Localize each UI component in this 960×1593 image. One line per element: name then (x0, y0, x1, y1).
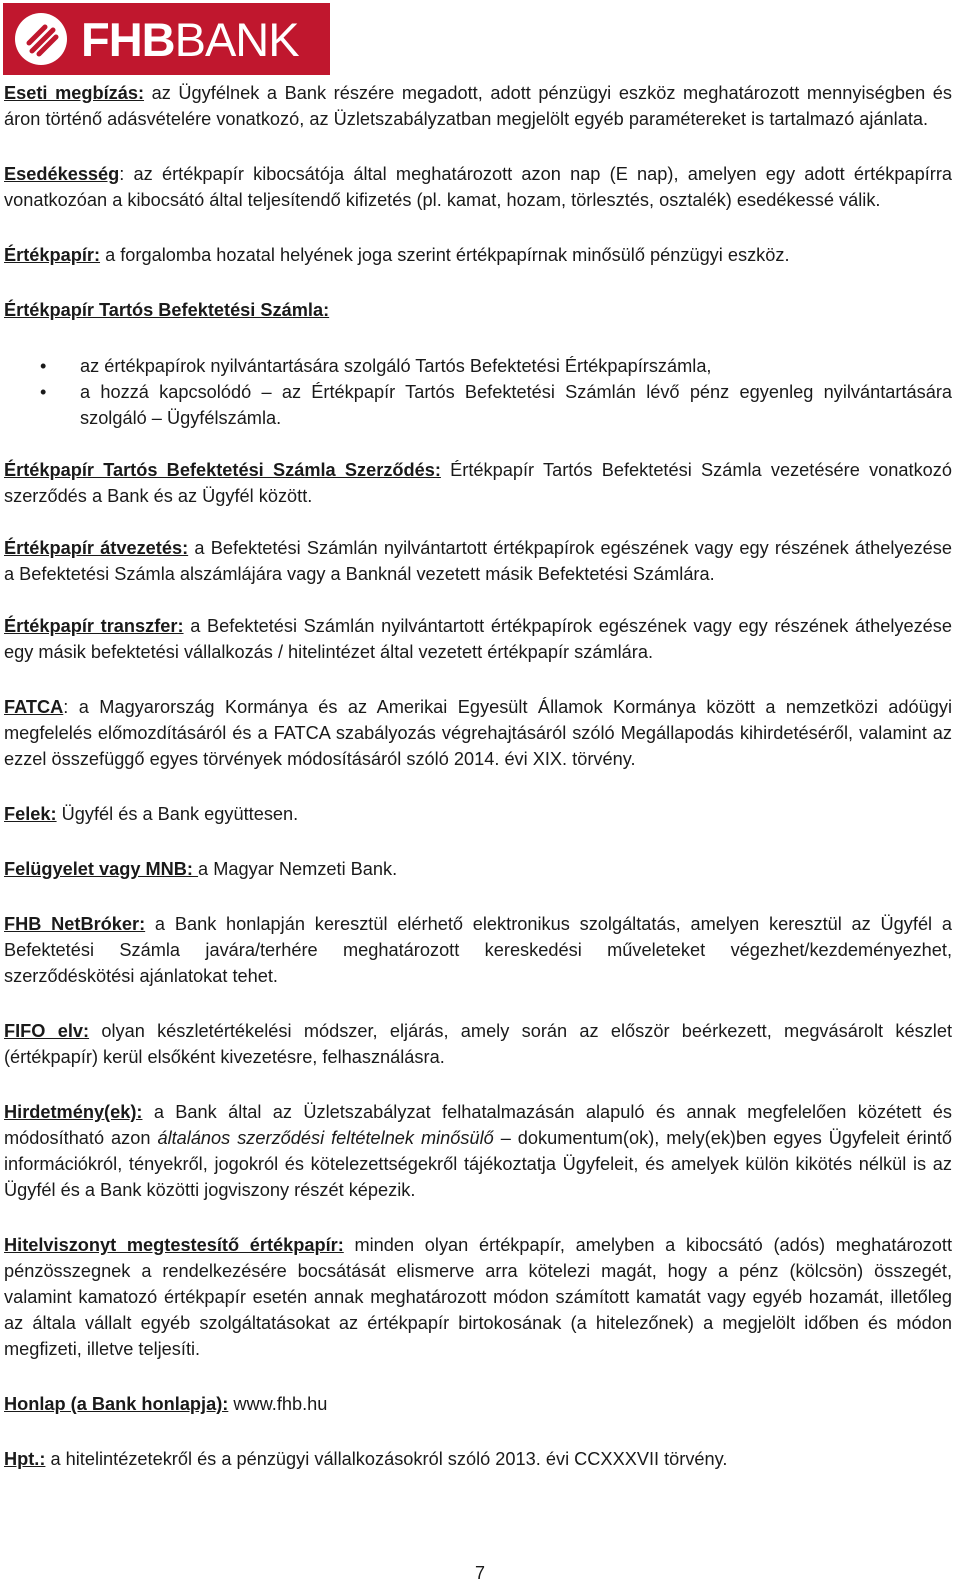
term-felek: Felek: (4, 804, 57, 824)
definition-felek: Ügyfél és a Bank együttesen. (56, 804, 299, 824)
list-item: • a hozzá kapcsolódó – az Értékpapír Tartós Befektetési Számlán lévő pénz egyenleg nyilvántartására szolgáló – Ügyfélszámla. (4, 379, 952, 431)
term-netbroker: FHB NetBróker: (4, 914, 146, 934)
logo-light-text: BANK (174, 12, 299, 66)
definition-netbroker: a Bank honlapján keresztül elérhető elektronikus szolgáltatás, amelyen keresztül az Ügyfél a Befektetési Számla javára/terhére meghatározott kereskedési műveleteket végezhet/kezdeményezhet, szerződéskötési ajánlatokat tehet. (4, 914, 952, 986)
definition-felugyelet: a Magyar Nemzeti Bank. (198, 859, 398, 879)
fhb-stripes-icon (15, 13, 67, 65)
entry-hirdetmeny (4, 1099, 952, 1203)
definition-fifo: olyan készletértékelési módszer, eljárás, amely során az először beérkezett, megvásárolt készlet (értékpapír) kerül elsőként kivezetésre, felhasználásra. (4, 1021, 953, 1067)
term-honlap: Honlap (a Bank honlapja): (4, 1394, 229, 1414)
page-number: 7 (474, 1563, 485, 1583)
term-hpt: Hpt.: (4, 1449, 46, 1469)
entry-transzfer (4, 613, 952, 665)
term-eseti-megbizas: Eseti megbízás: (4, 83, 145, 103)
logo-bold-text: FHB (81, 12, 175, 66)
definition-honlap: www.fhb.hu (228, 1394, 328, 1414)
definition-ertekpapir: a forgalomba hozatal helyének joga szerint értékpapírnak minősülő pénzügyi eszköz. (100, 245, 790, 265)
term-ertekpapir: Értékpapír: (4, 245, 101, 265)
term-atvezetes: Értékpapír átvezetés: (4, 538, 189, 558)
definition-hitelviszony: minden olyan értékpapír, amelyben a kibocsátó (adós) meghatározott pénzösszegnek a rendelkezésére bocsátását elismerve arra kötelezi magát, hogy a pénz (kölcsön) összegét, valamint kamatozó értékpapír esetén annak meghatározott módon számított kamatát vagy egyéb hozamát, illetőleg az általa vállalt egyéb szolgáltatásokat az értékpapír birtokosának (a hitelezőnek) a megjelölt időben és módon megfizeti, illetve teljesíti. (4, 1235, 952, 1359)
term-transzfer: Értékpapír transzfer: (4, 616, 184, 636)
definition-fatca: : a Magyarország Kormánya és az Amerikai Egyesült Államok Kormánya között a nemzetközi adóügyi megfelelés előmozdításáról és a FATCA szabályozás végrehajtásáról szóló Megállapodás kihirdetéséről, valamint az ezzel összefüggő egyes törvények módosításáról szóló 2014. évi XIX. törvény. (4, 697, 952, 769)
glossary-content (4, 80, 952, 1472)
entry-felek (4, 801, 952, 827)
list-item: • az értékpapírok nyilvántartására szolgáló Tartós Befektetési Értékpapírszámla, (4, 353, 952, 379)
tbsz-bullet-list (4, 353, 952, 431)
definition-hpt: a hitelintézetekről és a pénzügyi vállalkozásokról szóló 2013. évi CCXXXVII törvény. (45, 1449, 728, 1469)
entry-netbroker (4, 911, 952, 989)
definition-hirdetmeny-part2: – dokumentum(ok), mely(ek)ben egyes Ügyfeleit érintő információkról, tényekről, jogokról és kötelezettségekről tájékoztatja Ügyfeleit, és amelyek külön kikötés nélkül is az Ügyfél és a Bank közötti jogviszony részét képezik. (4, 1128, 952, 1200)
definition-hirdetmeny-part1: a Bank által az Üzletszabályzat felhatalmazásán alapuló és annak megfelelően közétett és módosítható azon (4, 1102, 952, 1148)
definition-hirdetmeny-italic: általános szerződési feltételnek minősülő (157, 1128, 494, 1148)
term-tbsz-szerzodes: Értékpapír Tartós Befektetési Számla Szerződés: (4, 460, 441, 480)
definition-eseti-megbizas: az Ügyfélnek a Bank részére megadott, adott pénzügyi eszköz meghatározott mennyiségben és áron történő adásvételére vonatkozó, az Üzletszabályzatban megjelölt egyéb paramétereket is tartalmazó ajánlata. (4, 83, 952, 129)
entry-ertekpapir (4, 242, 952, 268)
term-hitelviszony: Hitelviszonyt megtestesítő értékpapír: (4, 1235, 344, 1255)
entry-eseti-megbizas (4, 80, 952, 132)
entry-esedekesseg (4, 161, 952, 213)
definition-esedekesseg: : az értékpapír kibocsátója által meghatározott azon nap (E nap), amelyen egy adott értékpapírra vonatkozóan a kibocsátó által teljesítendő kifizetés (pl. kamat, hozam, törlesztés, osztalék) esedékessé válik. (4, 164, 952, 210)
entry-tbsz-szerzodes (4, 457, 952, 509)
definition-tbsz-szerzodes: Értékpapír Tartós Befektetési Számla vezetésére vonatkozó szerződés a Bank és az Ügyfél között. (4, 460, 952, 506)
entry-hitelviszony (4, 1232, 952, 1362)
entry-felugyelet (4, 856, 952, 882)
entry-hpt (4, 1446, 952, 1472)
entry-tbsz (4, 297, 952, 323)
term-fatca: FATCA (4, 697, 64, 717)
entry-fifo (4, 1018, 952, 1070)
definition-atvezetes: a Befektetési Számlán nyilvántartott értékpapírok egészének vagy egy részének áthelyezése a Befektetési Számla alszámlájára vagy a Banknál vezetett másik Befektetési Számlára. (4, 538, 953, 584)
term-tbsz: Értékpapír Tartós Befektetési Számla: (4, 300, 330, 320)
term-hirdetmeny: Hirdetmény(ek): (4, 1102, 143, 1122)
term-esedekesseg: Esedékesség (4, 164, 120, 184)
entry-atvezetes (4, 535, 952, 587)
logo-wordmark (81, 12, 299, 66)
entry-honlap (4, 1391, 952, 1417)
term-fifo: FIFO elv: (4, 1021, 90, 1041)
fhb-bank-logo (3, 3, 330, 75)
definition-transzfer: a Befektetési Számlán nyilvántartott értékpapírok egészének vagy egy részének áthelyezése egy másik befektetési vállalkozás / hitelintézet által vezetett értékpapír számlára. (4, 616, 953, 662)
term-felugyelet: Felügyelet vagy MNB: (4, 859, 199, 879)
entry-fatca (4, 694, 952, 772)
